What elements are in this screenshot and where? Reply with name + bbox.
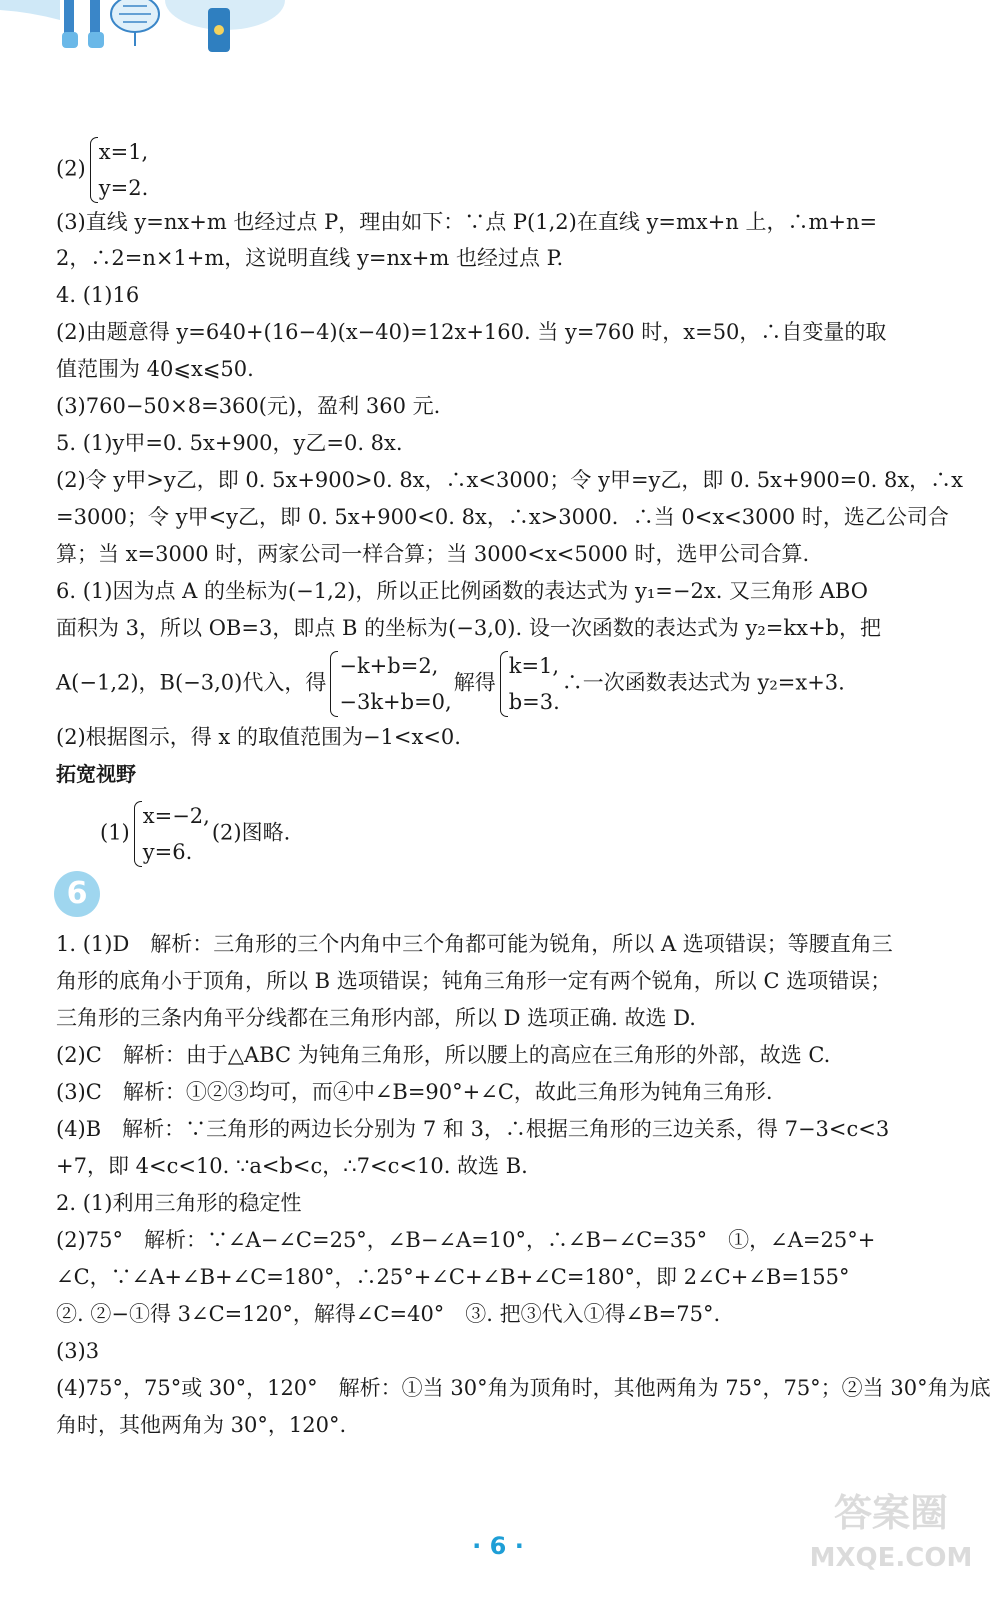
solution-system (498, 648, 560, 720)
q1-1-end: 三角形的三条内角平分线都在三角形内部，所以 D 选项正确. 故选 D. (56, 1006, 696, 1030)
answer-line-3-cont: 2，∴2=n×1+m，这说明直线 y=nx+m 也经过点 P. (56, 246, 564, 270)
subheading: 拓宽视野 (56, 762, 136, 786)
q1-3: (3)C 解析：①②③均可，而④中∠B=90°+∠C，故此三角形为钝角三角形. (56, 1080, 773, 1104)
text: 解得 (453, 670, 496, 695)
label: (2) (56, 156, 86, 181)
text: ∴一次函数表达式为 y₂=x+3. (561, 670, 845, 695)
question-4-1: 4. (1)16 (56, 283, 140, 307)
q2-2-end: ②. ②−①得 3∠C=120°，解得∠C=40° ③. 把③代入①得∠B=75°. (56, 1302, 721, 1326)
q1-2: (2)C 解析：由于△ABC 为钝角三角形，所以腰上的高应在三角形的外部，故选 C. (56, 1043, 831, 1067)
q2-2: (2)75° 解析：∵∠A−∠C=25°，∠B−∠A=10°，∴∠B−∠C=35° ①，∠A=25°+ (56, 1228, 876, 1252)
question-6-1-cont: 面积为 3，所以 OB=3，即点 B 的坐标为(−3,0). 设一次函数的表达式为 y₂=kx+b，把 (56, 616, 881, 640)
q1-1: 1. (1)D 解析：三角形的三个内角中三个角都可能为锐角，所以 A 选项错误；等腰直角三 (56, 932, 893, 956)
question-5-2-end: 算；当 x=3000 时，两家公司一样合算；当 3000<x<5000 时，选甲公司合算. (56, 542, 810, 566)
text: (2)图略. (211, 820, 291, 845)
q2-4-cont: 角时，其他两角为 30°，120°. (56, 1413, 347, 1437)
page-number: · 6 · (472, 1532, 524, 1560)
watermark-logo-icon (806, 1478, 976, 1578)
question-4-2: (2)由题意得 y=640+(16−4)(x−40)=12x+160. 当 y=760 时，x=50，∴自变量的取 (56, 320, 887, 344)
question-6-1-systems (56, 648, 845, 720)
equation-system (88, 134, 149, 206)
answer-line-2 (56, 134, 150, 206)
q2-2-cont: ∠C，∵∠A+∠B+∠C=180°，∴25°+∠C+∠B+∠C=180°，即 2∠C+∠B=155° (56, 1265, 850, 1289)
watermark-url: MXQE.COM (809, 1543, 973, 1573)
watermark-text: 答案圈 (833, 1491, 949, 1535)
label: (1) (100, 820, 130, 845)
q1-4-cont: +7，即 4<c<10. ∵a<b<c，∴7<c<10. 故选 B. (56, 1154, 528, 1178)
question-5-1: 5. (1)y甲=0. 5x+900，y乙=0. 8x. (56, 431, 403, 455)
eq: x=1, (98, 140, 149, 164)
text: A(−1,2)，B(−3,0)代入，得 (56, 670, 327, 695)
equation-system (132, 798, 210, 870)
question-5-2-cont: =3000；令 y甲<y乙，即 0. 5x+900<0. 8x，∴x>3000．∴当 0<x<3000 时，选乙公司合 (56, 505, 949, 529)
section-badge: 6 (54, 871, 100, 917)
equation-system (328, 648, 451, 720)
q1-1-cont: 角形的底角小于顶角，所以 B 选项错误；钝角三角形一定有两个锐角，所以 C 选项错误； (56, 969, 892, 993)
q2-4: (4)75°，75°或 30°，120° 解析：①当 30°角为顶角时，其他两角为 75°，75°；②当 30°角为底 (56, 1376, 991, 1400)
answer-line-3: (3)直线 y=nx+m 也经过点 P，理由如下：∵点 P(1,2)在直线 y=mx+n 上，∴m+n= (56, 210, 878, 234)
eq: x=−2, (142, 804, 210, 828)
extension-answer (100, 798, 290, 870)
question-4-3: (3)760−50×8=360(元)，盈利 360 元. (56, 394, 441, 418)
eq: b=3. (508, 690, 560, 714)
lantern-decoration-icon (0, 0, 996, 70)
eq: k=1, (508, 654, 560, 678)
q1-4: (4)B 解析：∵三角形的两边长分别为 7 和 3，∴根据三角形的三边关系，得 7−3<c<3 (56, 1117, 890, 1141)
eq: y=6. (142, 840, 193, 864)
header-decoration (0, 0, 996, 70)
eq: y=2. (98, 176, 149, 200)
eq: −k+b=2, (339, 654, 439, 678)
q2-3: (3)3 (56, 1339, 100, 1363)
question-6-1: 6. (1)因为点 A 的坐标为(−1,2)，所以正比例函数的表达式为 y₁=−2x. 又三角形 ABO (56, 579, 868, 603)
question-4-2-cont: 值范围为 40⩽x⩽50. (56, 357, 254, 381)
eq: −3k+b=0, (339, 690, 452, 714)
q2-1: 2. (1)利用三角形的稳定性 (56, 1191, 302, 1215)
question-5-2: (2)令 y甲>y乙，即 0. 5x+900>0. 8x，∴x<3000；令 y甲=y乙，即 0. 5x+900=0. 8x，∴x (56, 468, 964, 492)
question-6-2: (2)根据图示，得 x 的取值范围为−1<x<0. (56, 725, 461, 749)
